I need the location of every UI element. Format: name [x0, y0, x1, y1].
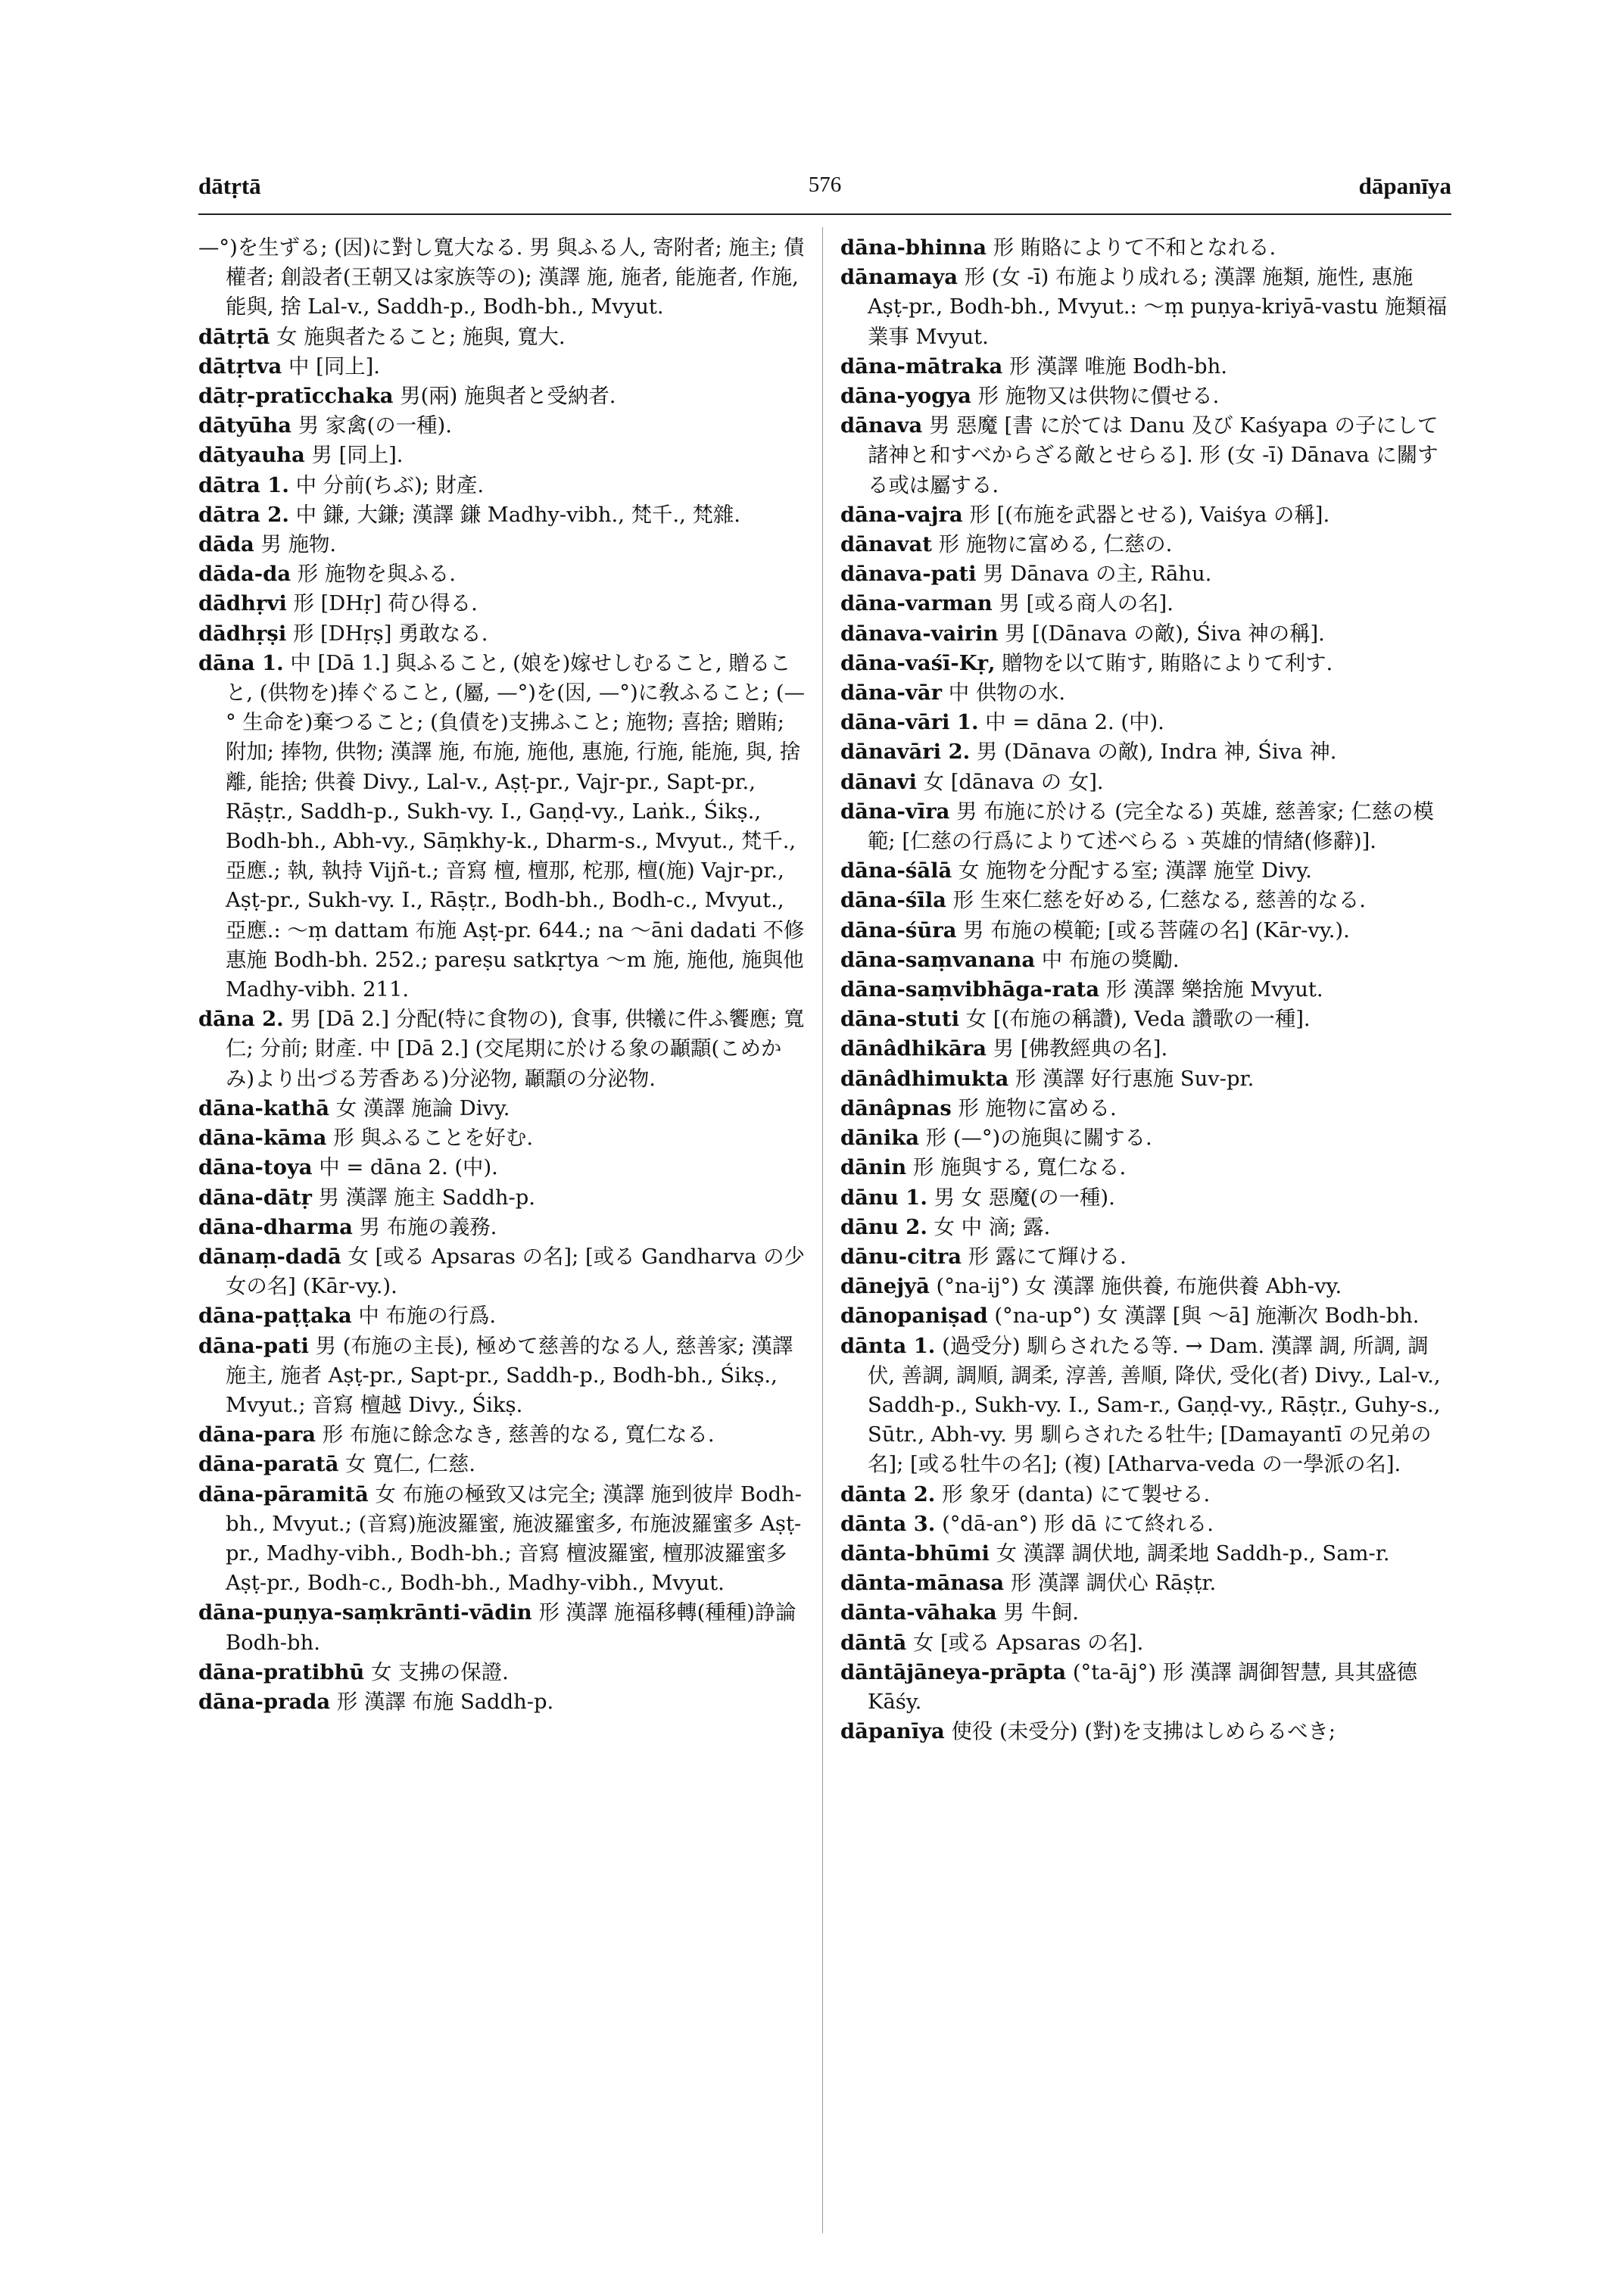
dictionary-entry [198, 1123, 810, 1153]
entry-definition: 使役 (未受分) (對)を支拂はしめらるべき; [951, 1720, 1336, 1744]
dictionary-entry [198, 1213, 810, 1242]
dictionary-entry [198, 1153, 810, 1182]
dictionary-entry [198, 382, 810, 411]
entry-definition: 中 [Dā 1.] 與ふること, (娘を)嫁せしむること, 贈ること, (供物を)捧ぐること, (屬, —°)を(因, —°)に敎ふること; (—° 生命を)棄つること; (負債を)支拂ふこと; 施物; 喜捨; 贈賄; 附加; 捧物, 供物; 漢譯 施, 布施, 施他, 惠施, 行施, 能施, 與, 捨離, 能捨; 供養 Divy., Lal-v., Aṣṭ-pr., Vajr-pr., Sapt-pr., Rāṣṭr., Saddh-p., Sukh-vy. I., Gaṇḍ-vy., Laṅk., Śikṣ., Bodh-bh., Abh-vy., Sāṃkhy-k., Dharm-s., Mvyut., 梵千., 亞應.; 執, 執持 Vijñ-t.; 音寫 檀, 檀那, 柁那, 檀(施) Vajr-pr., Aṣṭ-pr., Sukh-vy. I., Rāṣṭr., Bodh-bh., Bodh-c., Mvyut., 亞應.: ～ṃ dattam 布施 Aṣṭ-pr. 644.; na ～āni dadati 不修惠施 Bodh-bh. 252.; pareṣu satkṛtya ～m 施, 施他, 施與他 Madhy-vibh. 211. [226, 651, 805, 1002]
running-head-left: dātṛtā [198, 173, 261, 199]
entry-definition: 男(兩) 施與者と受納者. [400, 385, 616, 409]
entry-definition: 中 鎌, 大鎌; 漢譯 鎌 Madhy-vibh., 梵千., 梵雜. [295, 503, 740, 527]
entry-definition: 中 [同上]. [288, 354, 380, 379]
dictionary-entry [840, 1628, 1452, 1658]
entry-headword: dātṛ-pratīcchaka [198, 384, 394, 409]
entry-definition: 形 施物に富める, 仁慈の. [938, 533, 1173, 557]
entry-definition: 女 中 滴; 露. [934, 1215, 1051, 1239]
dictionary-entry [840, 1717, 1452, 1746]
dictionary-entry [198, 619, 810, 649]
entry-definition: 男 [或る商人の名]. [999, 592, 1174, 616]
entry-headword: dānejyā [840, 1274, 930, 1299]
entry-definition: 男 [佛教經典の名]. [993, 1037, 1168, 1061]
entry-definition: 形 施物又は供物に價せる. [977, 385, 1220, 409]
entry-headword: dānu 2. [840, 1214, 927, 1239]
entry-headword: dānamaya [840, 265, 958, 290]
column-divider [822, 227, 823, 2233]
entry-definition: 男 惡魔 [書 に於ては Danu 及び Kaśyapa の子にして諸神と和すべからざる敵とせらる]. 形 (女 -ī) Dānava に關する或は屬する. [868, 414, 1439, 497]
entry-definition: (°dā-an°) 形 dā にて終れる. [942, 1512, 1214, 1536]
entry-headword: dāna-śālā [840, 858, 952, 883]
dictionary-entry [840, 946, 1452, 975]
entry-definition: 形 漢譯 調伏心 Rāṣṭr. [1010, 1572, 1217, 1596]
entry-definition: 女 寬仁, 仁慈. [345, 1453, 475, 1477]
entry-definition: 形 施與する, 寬仁なる. [912, 1156, 1127, 1180]
entry-headword: dānika [840, 1126, 919, 1151]
entry-definition: 男 [同上]. [311, 444, 404, 468]
entry-headword: dāntā [840, 1630, 907, 1655]
entry-headword: dātyūha [198, 413, 292, 438]
dictionary-entry [198, 1005, 810, 1094]
entry-headword: dāna-dātṛ [198, 1185, 312, 1210]
dictionary-entry [840, 886, 1452, 915]
entry-definition: 中 供物の水. [948, 681, 1066, 706]
entry-headword: dāna-dharma [198, 1214, 353, 1239]
dictionary-entry [840, 263, 1452, 352]
dictionary-entry [198, 530, 810, 559]
entry-headword: dāna-vajra [840, 502, 963, 527]
dictionary-entry [840, 1539, 1452, 1569]
entry-definition: (°na-up°) 女 漢譯 [與 ～ā] 施漸次 Bodh-bh. [994, 1304, 1420, 1329]
dictionary-entry [840, 382, 1452, 411]
dictionary-entry [840, 500, 1452, 530]
entry-definition: 形 漢譯 樂捨施 Mvyut. [1105, 978, 1323, 1002]
entry-definition: 男 [Dā 2.] 分配(特に食物の), 食事, 供犧に件ふ饗應; 寬仁; 分前; 財產. 中 [Dā 2.] (交尾期に於ける象の顳顬(こめかみ)より出づる芳香ある)分泌物, 顳顬の分泌物. [226, 1008, 805, 1091]
dictionary-entry [198, 1598, 810, 1657]
dictionary-entry [198, 559, 810, 589]
dictionary-entry [198, 1687, 810, 1717]
entry-definition: 形 (—°)の施與に關する. [925, 1126, 1152, 1151]
dictionary-entry [198, 233, 810, 322]
entry-definition: —°)を生ずる; (因)に對し寬大なる. 男 與ふる人, 寄附者; 施主; 債權者; 創設者(王朝又は家族等の); 漢譯 施, 施者, 能施者, 作施, 能與, 捨 Lal-v., Saddh-p., Bodh-bh., Mvyut. [198, 236, 805, 319]
dictionary-entry [840, 1272, 1452, 1301]
entry-headword: dānavāri 2. [840, 740, 971, 765]
dictionary-entry [840, 1183, 1452, 1213]
entry-headword: dāna-puṇya-saṃkrānti-vādin [198, 1600, 532, 1625]
entry-headword: dānaṃ-dadā [198, 1244, 341, 1269]
entry-definition: 女 漢譯 施論 Divy. [335, 1096, 510, 1120]
entry-definition: 女 [或る Apsaras の名]; [或る Gandharva の少女の名] (Kār-vy.). [226, 1245, 805, 1299]
entry-definition: 中 = dāna 2. (中). [319, 1156, 498, 1180]
dictionary-entry [840, 1569, 1452, 1598]
dictionary-entry [840, 856, 1452, 886]
dictionary-entry [198, 1242, 810, 1301]
entry-headword: dāna-stuti [840, 1007, 959, 1032]
entry-headword: dānavat [840, 532, 932, 557]
dictionary-entry [840, 768, 1452, 797]
entry-definition: 形 施物を與ふる. [297, 562, 456, 587]
dictionary-entry [840, 1034, 1452, 1064]
dictionary-entry [198, 500, 810, 530]
entry-headword: dāna-śūra [840, 918, 957, 942]
dictionary-entry [198, 1450, 810, 1479]
entry-definition: (°ta-āj°) 形 漢譯 調御智慧, 具其盛德 Kāśy. [868, 1660, 1417, 1714]
entry-definition: 形 (女 -ī) 布施より成れる; 漢譯 施類, 施性, 惠施 Aṣṭ-pr., Bodh-bh., Mvyut.: ～ṃ puṇya-kriyā-vastu 施類福業事 Mvyut. [868, 266, 1448, 349]
entry-definition: 男 牛飼. [1003, 1601, 1079, 1625]
dictionary-entry [840, 411, 1452, 500]
dictionary-entry [198, 411, 810, 441]
entry-headword: dāna-prada [198, 1689, 331, 1714]
entry-definition: 女 施物を分配する室; 漢譯 施堂 Divy. [958, 859, 1312, 883]
entry-headword: dādhṛṣi [198, 621, 287, 646]
entry-headword: dānta-vāhaka [840, 1600, 997, 1625]
entry-definition: 男 布施の模範; [或る菩薩の名] (Kār-vy.). [963, 918, 1350, 942]
entry-headword: dāna-kathā [198, 1095, 329, 1120]
entry-headword: dānu 1. [840, 1185, 927, 1210]
dictionary-entry [840, 1005, 1452, 1034]
entry-definition: 女 [(布施の稱讚), Veda 讚歌の一種]. [965, 1008, 1311, 1032]
entry-headword: dāna-vīra [840, 799, 950, 824]
entry-headword: dāna-vār [840, 681, 943, 706]
dictionary-entry [198, 649, 810, 1005]
page-header [198, 173, 1451, 210]
dictionary-entry [840, 559, 1452, 589]
dictionary-entry [840, 1153, 1452, 1182]
dictionary-entry [840, 619, 1452, 649]
entry-definition: 中 分前(ちぶ); 財產. [295, 473, 485, 497]
entry-definition: 形 賄賂によりて不和となれる. [993, 236, 1276, 260]
dictionary-entry [198, 1480, 810, 1599]
entry-headword: dāna-saṃvibhāga-rata [840, 977, 1100, 1002]
entry-headword: dānava-vairin [840, 621, 999, 646]
entry-headword: dāna-kāma [198, 1126, 327, 1151]
dictionary-entry [840, 530, 1452, 559]
entry-headword: dātṛtā [198, 324, 270, 349]
entry-headword: dānu-citra [840, 1244, 962, 1269]
entry-definition: 贈物を以て賄す, 賄賂によりて利す. [1002, 651, 1333, 675]
dictionary-entry [840, 1658, 1452, 1717]
left-column [198, 233, 810, 2247]
entry-headword: dāna-yogya [840, 384, 971, 409]
dictionary-entry [840, 1509, 1452, 1539]
dictionary-entry [840, 1598, 1452, 1628]
dictionary-entry [840, 916, 1452, 946]
dictionary-entry [840, 1094, 1452, 1123]
dictionary-entry [840, 1213, 1452, 1242]
entry-headword: dātra 1. [198, 472, 289, 497]
entry-definition: 形 [(布施を武器とせる), Vaiśya の稱]. [969, 503, 1330, 527]
entry-definition: 男 布施に於ける (完全なる) 英雄, 慈善家; 仁慈の模範; [仁慈の行爲によりて述べらるゝ英雄的情緖(修辭)]. [868, 799, 1434, 854]
right-column [840, 233, 1452, 2247]
dictionary-entry [198, 1301, 810, 1331]
entry-definition: 女 支拂の保證. [371, 1660, 509, 1684]
entry-headword: dānâdhimukta [840, 1066, 1009, 1091]
entry-definition: 形 漢譯 好行惠施 Suv-pr. [1015, 1067, 1255, 1091]
entry-headword: dānopaniṣad [840, 1304, 988, 1329]
dictionary-entry [198, 1420, 810, 1450]
entry-definition: 女 施與者たること; 施與, 寬大. [276, 325, 566, 349]
entry-headword: dāna-pratibhū [198, 1659, 365, 1684]
entry-headword: dāda [198, 532, 254, 557]
dictionary-entry [840, 737, 1452, 767]
entry-headword: dāna-saṃvanana [840, 947, 1036, 972]
dictionary-entry [198, 1332, 810, 1421]
running-head-right: dāpanīya [1358, 173, 1451, 199]
entry-headword: dāna 2. [198, 1007, 284, 1032]
entry-headword: dāna-toya [198, 1155, 313, 1180]
entry-headword: dāntājāneya-prāpta [840, 1659, 1067, 1684]
entry-headword: dānta 2. [840, 1481, 936, 1506]
dictionary-entry [840, 1301, 1452, 1331]
dictionary-entry [840, 649, 1452, 678]
entry-headword: dāna-mātraka [840, 354, 1003, 379]
dictionary-entry [198, 1183, 810, 1213]
dictionary-entry [840, 1480, 1452, 1509]
entry-headword: dātyauha [198, 443, 305, 468]
dictionary-entry [198, 1658, 810, 1687]
dictionary-entry [840, 678, 1452, 708]
entry-headword: dāna-bhinna [840, 235, 987, 260]
entry-definition: 男 (布施の主長), 極めて慈善的なる人, 慈善家; 漢譯 施主, 施者 Aṣṭ-pr., Sapt-pr., Saddh-p., Bodh-bh., Śikṣ., Mvyut.; 音寫 檀越 Divy., Śikṣ. [226, 1334, 793, 1417]
dictionary-entry [840, 352, 1452, 382]
dictionary-entry [840, 708, 1452, 737]
entry-definition: 男 Dānava の主, Rāhu. [983, 562, 1212, 587]
dictionary-entry [840, 233, 1452, 263]
dictionary-entry [198, 322, 810, 352]
entry-headword: dāna-śīla [840, 888, 946, 913]
entry-definition: 形 生來仁慈を好める, 仁慈なる, 慈善的なる. [952, 889, 1366, 913]
entry-definition: 男 布施の義務. [359, 1215, 497, 1239]
entry-definition: 中 布施の行爲. [358, 1304, 497, 1329]
dictionary-entry [198, 352, 810, 382]
entry-headword: dāna-varman [840, 591, 993, 616]
dictionary-entry [840, 1332, 1452, 1480]
entry-definition: 女 漢譯 調伏地, 調柔地 Saddh-p., Sam-r. [996, 1541, 1390, 1566]
entry-headword: dāna-vāri 1. [840, 710, 979, 735]
entry-headword: dāna 1. [198, 650, 284, 675]
dictionary-entry [840, 975, 1452, 1005]
entry-definition: 形 [DHṛṣ] 勇敢なる. [292, 622, 488, 646]
entry-definition: 男 家禽(の一種). [298, 414, 452, 438]
entry-headword: dānta-mānasa [840, 1571, 1005, 1596]
entry-headword: dānâpnas [840, 1095, 952, 1120]
entry-definition: 中 = dāna 2. (中). [985, 711, 1164, 735]
entry-definition: 形 露にて輝ける. [968, 1245, 1127, 1269]
entry-headword: dāna-pāramitā [198, 1481, 369, 1506]
entry-headword: dānta 1. [840, 1333, 936, 1358]
header-rule [198, 213, 1451, 215]
dictionary-entry [840, 1123, 1452, 1153]
entry-headword: dāna-paṭṭaka [198, 1304, 352, 1329]
entry-headword: dādhṛvi [198, 591, 287, 616]
entry-definition: 形 與ふることを好む. [333, 1126, 534, 1151]
entry-definition: 形 漢譯 布施 Saddh-p. [336, 1690, 554, 1714]
entry-definition: 女 [dānava の 女]. [923, 770, 1104, 794]
page-number: 576 [808, 173, 842, 197]
dictionary-entry [840, 1242, 1452, 1272]
dictionary-entry [198, 471, 810, 500]
entry-headword: dānavi [840, 769, 917, 794]
dictionary-entry [840, 1064, 1452, 1094]
dictionary-entry [198, 589, 810, 618]
entry-headword: dānin [840, 1155, 907, 1180]
entry-headword: dāpanīya [840, 1719, 945, 1744]
entry-definition: 形 漢譯 唯施 Bodh-bh. [1008, 354, 1227, 379]
entry-definition: 女 布施の極致又は完全; 漢譯 施到彼岸 Bodh-bh., Mvyut.; (音寫)施波羅蜜, 施波羅蜜多, 布施波羅蜜多 Aṣṭ-pr., Madhy-vibh., Bodh-bh.; 音寫 檀波羅蜜, 檀那波羅蜜多 Aṣṭ-pr., Bodh-c., Bodh-bh., Madhy-vibh., Mvyut. [226, 1482, 802, 1596]
entry-definition: 形 漢譯 施福移轉(種種)諍論 Bodh-bh. [226, 1601, 796, 1655]
entry-definition: 形 布施に餘念なき, 慈善的なる, 寬仁なる. [322, 1423, 715, 1447]
dictionary-entry [198, 1094, 810, 1123]
entry-definition: 男 漢譯 施主 Saddh-p. [318, 1185, 536, 1210]
entry-headword: dāna-paratā [198, 1452, 339, 1477]
entry-definition: (過受分) 馴らされたる等. → Dam. 漢譯 調, 所調, 調伏, 善調, 調順, 調柔, 淳善, 善順, 降伏, 受化(者) Divy., Lal-v., Saddh-p., Sukh-vy. I., Sam-r., Gaṇḍ-vy., Rāṣṭr., Guhy-s., Sūtr., Abh-vy. 男 馴らされたる牡牛; [Damayantī の兄弟の名]; [或る牡牛の名]; (複) [Atharva-veda の一學派の名]. [868, 1334, 1441, 1477]
entry-headword: dāda-da [198, 562, 291, 587]
entry-headword: dāna-para [198, 1422, 316, 1447]
entry-headword: dānava [840, 413, 923, 438]
entry-definition: 形 [DHṛ] 荷ひ得る. [293, 592, 478, 616]
entry-headword: dāna-vaśī-Kṛ, [840, 650, 996, 675]
entry-definition: 形 施物に富める. [958, 1096, 1117, 1120]
entry-definition: 女 [或る Apsaras の名]. [912, 1631, 1144, 1655]
entry-definition: (°na-ij°) 女 漢譯 施供養, 布施供養 Abh-vy. [936, 1275, 1342, 1299]
dictionary-entry [840, 797, 1452, 856]
entry-definition: 男 女 惡魔(の一種). [934, 1185, 1115, 1210]
entry-headword: dātṛtva [198, 354, 282, 379]
entry-definition: 男 (Dānava の敵), Indra 神, Śiva 神. [976, 740, 1337, 765]
entry-headword: dānta 3. [840, 1511, 936, 1536]
entry-definition: 男 [(Dānava の敵), Śiva 神の稱]. [1005, 622, 1325, 646]
dictionary-entry [198, 441, 810, 470]
entry-headword: dānava-pati [840, 562, 977, 587]
entry-headword: dānta-bhūmi [840, 1541, 990, 1566]
entry-definition: 男 施物. [260, 533, 337, 557]
dictionary-entry [840, 589, 1452, 618]
entry-headword: dātra 2. [198, 502, 289, 527]
entry-headword: dāna-pati [198, 1333, 309, 1358]
entry-definition: 中 布施の獎勵. [1041, 948, 1180, 972]
entry-headword: dānâdhikāra [840, 1036, 987, 1061]
entry-definition: 形 象牙 (danta) にて製せる. [942, 1482, 1211, 1506]
